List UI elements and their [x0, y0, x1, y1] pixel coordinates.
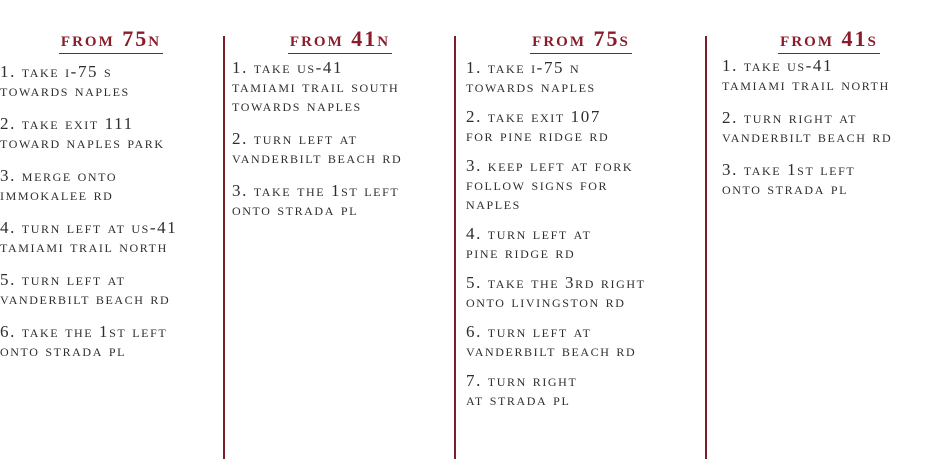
direction-step: 2. take exit 111 toward naples park	[0, 114, 165, 152]
direction-step: 6. turn left at vanderbilt beach rd	[466, 322, 637, 360]
direction-step: 2. turn right at vanderbilt beach rd	[722, 108, 893, 146]
directions-column-from-75n	[0, 0, 222, 459]
directions-list	[722, 56, 950, 212]
column-heading: from 41n	[288, 26, 392, 54]
direction-step: 6. take the 1st left onto strada pl	[0, 322, 168, 360]
direction-step: 5. take the 3rd right onto livingston rd	[466, 273, 646, 311]
direction-step: 4. turn left at pine ridge rd	[466, 224, 592, 262]
direction-step: 7. turn right at strada pl	[466, 371, 578, 409]
directions-column-from-75s	[458, 0, 704, 459]
directions-column-from-41n	[226, 0, 454, 459]
column-divider	[454, 36, 456, 459]
directions-list	[0, 62, 222, 374]
directions-list	[466, 58, 704, 420]
direction-step: 2. take exit 107 for pine ridge rd	[466, 107, 610, 145]
directions-list	[232, 58, 454, 233]
direction-step: 1. take i-75 n towards naples	[466, 58, 596, 96]
direction-step: 3. merge onto immokalee rd	[0, 166, 118, 204]
direction-step: 3. keep left at fork follow signs for naples	[466, 156, 634, 213]
column-heading: from 75n	[59, 26, 163, 54]
direction-step: 2. turn left at vanderbilt beach rd	[232, 129, 403, 167]
direction-step: 1. take i-75 s towards naples	[0, 62, 130, 100]
direction-step: 4. turn left at us-41 tamiami trail north	[0, 218, 178, 256]
direction-step: 1. take us-41 tamiami trail south towards naples	[232, 58, 400, 115]
direction-step: 3. take 1st left onto strada pl	[722, 160, 856, 198]
direction-step: 5. turn left at vanderbilt beach rd	[0, 270, 171, 308]
directions-column-from-41s	[708, 0, 950, 459]
direction-step: 1. take us-41 tamiami trail north	[722, 56, 890, 94]
column-divider	[705, 36, 707, 459]
column-heading: from 75s	[530, 26, 632, 54]
direction-step: 3. take the 1st left onto strada pl	[232, 181, 400, 219]
column-divider	[223, 36, 225, 459]
column-heading: from 41s	[778, 26, 880, 54]
